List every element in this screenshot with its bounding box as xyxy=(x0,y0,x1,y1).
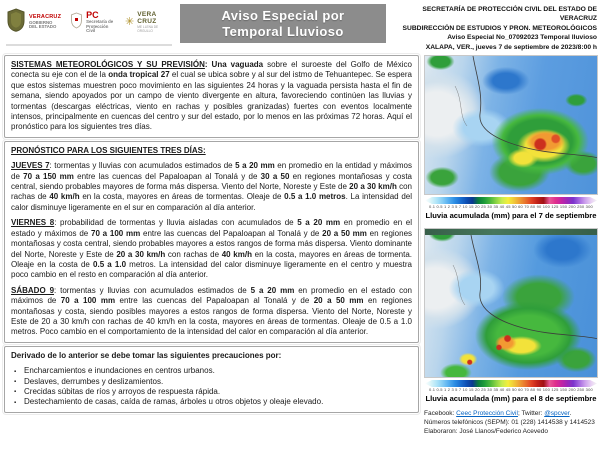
rain-scale-ticks: 0.1 0.5 1 2 3 5 7 10 15 20 25 30 35 40 45 50 60 70 80 90 100 125 150 200 250 300 xyxy=(429,204,593,209)
precaution-item: ▪ Crecidas súbitas de ríos y arroyos de respuesta rápida. xyxy=(11,387,412,397)
veracruz-gobierno-logo xyxy=(6,8,61,37)
social-link[interactable]: @spcver xyxy=(544,410,570,417)
forecast-viernes: VIERNES 8: probabilidad de tormentas y lluvia aisladas con acumulados de 5 a 20 mm en promedio en el estado y máximos de 70 a 100 mm entre las cuencas del Papaloapan al Tonalá y de 20 a 50 mm en regiones montañosas y costa central, siendo probables mayores a estos rangos de forma más dispersa. Viento dominante del Norte, Noreste y Este de 20 a 30 km/h con rachas de 40 km/h en la costa, mayores en áreas de tormenta. Oleaje en la costa de 0.5 a 1.0 metros. La intensidad del calor disminuye ligeramente en el centro y muestra poco cambio en el resto en comparación al día anterior. xyxy=(11,218,413,280)
precaution-item: ▪ Destechamiento de casas, caída de ramas, árboles u otros objetos y oleaje elevado. xyxy=(11,397,412,407)
sistemas-paragraph: SISTEMAS METEOROLÓGICOS Y SU PREVISIÓN: Una vaguada sobre el suroeste del Golfo de México conecta su eje con el de la onda tropical 27 el cual se ubica sobre y al sur del istmo de Tehuantepec. Se espera que estos sistemas muestren poco movimiento en las siguientes 24 horas y la vaguada persista hasta el fin de semana, siendo apoyados por un campo de viento divergente en altura, favoreciendo continúen las lluvias y tormentas (descargas eléctricas, viento en rachas y posibles granizadas) fuertes con eventos localmente intensos, principalmente en cuencas del centro y sur del estado, por lo menos en las próximas 72 horas. Aquí el pronóstico para los siguientes tres días. xyxy=(11,60,412,132)
proteccion-civil-logo xyxy=(70,11,116,34)
vera-logo-tagline: ME LLENA DE ORGULLO xyxy=(137,25,159,33)
rain-map-sep8 xyxy=(424,228,598,403)
org-line-date: XALAPA, VER., jueves 7 de septiembre de 2023/8:00 h xyxy=(425,43,597,51)
rain-map-sep8-caption: Lluvia acumulada (mm) para el 8 de septiembre xyxy=(425,394,597,403)
rain-map-sep7-caption: Lluvia acumulada (mm) para el 7 de septiembre xyxy=(425,211,597,220)
pc-logo-line1: Secretaría de xyxy=(86,19,114,25)
gov-logo-line1: VERACRUZ xyxy=(29,14,62,21)
org-info xyxy=(387,5,597,52)
phone-line: Números telefónicos (SEPM): 01 (228) 1414538 y 1414523 xyxy=(424,418,595,426)
precaution-item: ▪ Encharcamientos e inundaciones en centros urbanos. xyxy=(11,366,412,376)
forecast-sabado: SÁBADO 9: tormentas y lluvias con acumulados estimados de 5 a 20 mm en promedio en el estado con máximos de 70 a 100 mm entre las cuencas del Papaloapan al Tonalá y de 20 a 50 mm en regiones montañosas y costa, siendo posibles mayores a estos rangos de forma dispersa. Viento del Norte, Noreste y Este de 20 a 30 km/h con rachas de 40 km/h en la costa, mayores en áreas de tormentas. Oleaje de 0.5 a 1.0 metros. Poco cambio en el comportamiento de la intensidad del calor en comparación al día anterior. xyxy=(11,285,413,337)
social-line: Facebook: Ceec Protección Civil; Twitter: @spcver. xyxy=(424,410,572,417)
gov-logo-line3: DEL ESTADO xyxy=(29,24,57,30)
title-line2: Temporal Lluvioso xyxy=(222,23,344,39)
logo-strip xyxy=(6,4,172,46)
coastline-overlay xyxy=(425,56,598,195)
veracruz-star-icon: ✳ xyxy=(125,16,135,28)
rain-map-sep8-image xyxy=(424,228,598,378)
precauciones-section xyxy=(4,346,419,413)
precauciones-list xyxy=(11,366,412,408)
rain-scale-colorbar xyxy=(425,380,597,387)
pronostico-section xyxy=(4,141,419,343)
forecast-jueves: JUEVES 7: tormentas y lluvias con acumulados estimados de 5 a 20 mm en promedio en la entidad y máximos de 70 a 150 mm entre las cuencas del Papaloapan al Tonalá y de 30 a 50 en regiones montañosas y costa central, siendo probables mayores de forma más dispersa. Viento del Norte, Noreste y Este de 20 a 30 km/h con rachas de 40 km/h en la costa, mayores en áreas de tormentas. Oleaje de 0.5 a 1.0 metros. La intensidad del calor disminuye ligeramente en el sur en comparación al día anterior. xyxy=(11,161,413,212)
precauciones-heading: Derivado de lo anterior se debe tomar las siguientes precauciones por: xyxy=(11,350,282,360)
org-line-subdireccion: SUBDIRECCIÓN DE ESTUDIOS Y PRON. METEOROLÓGICOS xyxy=(402,24,597,32)
pc-shield-icon xyxy=(70,12,83,34)
org-line-aviso-number: Aviso Especial No_07092023 Temporal lluvioso xyxy=(447,34,597,42)
maps-column xyxy=(424,55,598,447)
title-line1: Aviso Especial por xyxy=(221,7,345,23)
main-text-column xyxy=(4,55,419,413)
rain-map-sep7-image xyxy=(424,55,598,195)
gov-logo-line2: GOBIERNO xyxy=(29,19,53,25)
pronostico-heading: PRONÓSTICO PARA LOS SIGUIENTES TRES DÍAS: xyxy=(11,145,206,155)
rain-map-sep7 xyxy=(424,55,598,220)
org-line-secretaria: SECRETARÍA DE PROTECCIÓN CIVIL DEL ESTADO DE VERACRUZ xyxy=(422,6,597,23)
rain-scale-colorbar xyxy=(425,197,597,204)
authors-line: Elaboraron: José Llanos/Federico Acevedo xyxy=(424,427,548,435)
title-banner xyxy=(180,4,386,43)
pc-logo-abbr: PC xyxy=(86,10,99,21)
precaution-item: ▪ Deslaves, derrumbes y deslizamientos. xyxy=(11,377,412,387)
vera-logo-line1: VERA xyxy=(137,10,157,18)
sistemas-section xyxy=(4,55,419,138)
vera-logo-line2: CRUZ xyxy=(137,17,157,25)
rain-scale-ticks: 0.1 0.5 1 2 3 5 7 10 15 20 25 30 35 40 45 50 60 70 80 90 100 125 150 200 250 300 xyxy=(429,387,593,392)
coastline-overlay xyxy=(425,229,598,378)
veracruz-shield-icon xyxy=(6,8,26,37)
contact-info xyxy=(424,410,598,436)
veracruz-brand-logo xyxy=(125,12,172,33)
pc-logo-line2: Protección Civil xyxy=(86,23,109,34)
social-link[interactable]: Ceec Protección Civil xyxy=(456,410,518,417)
